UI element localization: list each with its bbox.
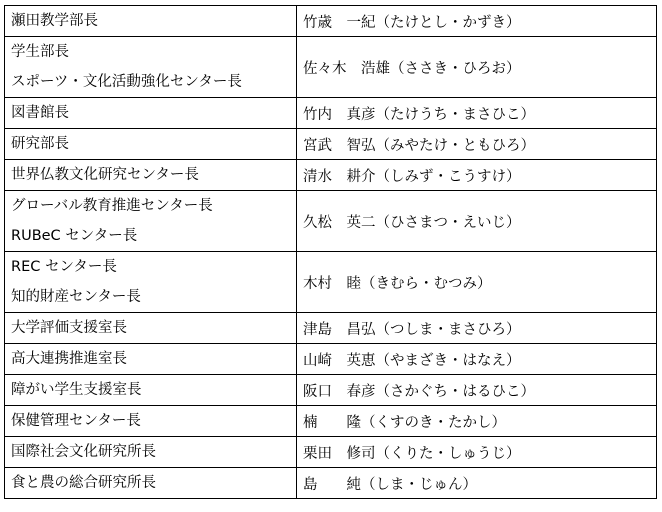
role-cell [5,129,297,160]
role-title: 瀬田教学部長 [11,13,98,29]
name-cell [297,406,657,437]
role-cell [5,160,297,191]
name-cell [297,98,657,129]
appointments-table [4,5,657,499]
role-title: 知的財産センター長 [11,289,141,305]
table-row [5,129,657,160]
name-cell [297,344,657,375]
role-cell [5,98,297,129]
table-row [5,98,657,129]
role-title: 食と農の総合研究所長 [11,475,156,491]
name-cell [297,6,657,37]
person-name: 竹内 真彦（たけうち・まさひこ） [303,106,535,123]
role-title: 高大連携推進室長 [11,351,127,367]
person-name: 木村 睦（きむら・むつみ） [303,275,492,292]
table-row [5,160,657,191]
person-name: 佐々木 浩雄（ささき・ひろお） [303,60,521,77]
role-title: 大学評価支援室長 [11,320,127,336]
role-title: 学生部長 [11,44,69,60]
role-title: 研究部長 [11,136,69,152]
table-row [5,252,657,313]
table-row [5,313,657,344]
role-cell [5,344,297,375]
role-title: スポーツ・文化活動強化センター長 [11,74,242,90]
role-cell [5,468,297,499]
name-cell [297,191,657,252]
role-title: REC センター長 [11,259,117,275]
name-cell [297,468,657,499]
name-cell [297,129,657,160]
appointments-table-body [5,6,657,499]
role-title: 世界仏教文化研究センター長 [11,167,199,183]
person-name: 楠 隆（くすのき・たかし） [303,414,506,431]
table-row [5,406,657,437]
table-row [5,191,657,252]
role-title: 図書館長 [11,105,69,121]
person-name: 阪口 春彦（さかぐち・はるひこ） [303,383,535,400]
person-name: 栗田 修司（くりた・しゅうじ） [303,445,521,462]
table-row [5,344,657,375]
person-name: 清水 耕介（しみず・こうすけ） [303,168,521,185]
person-name: 竹歳 一紀（たけとし・かずき） [303,14,521,31]
role-cell [5,6,297,37]
role-cell [5,191,297,252]
role-cell [5,37,297,98]
person-name: 津島 昌弘（つしま・まさひろ） [303,321,521,338]
role-title: 障がい学生支援室長 [11,382,142,398]
table-row [5,468,657,499]
name-cell [297,375,657,406]
role-title: グローバル教育推進センター長 [11,198,213,214]
role-cell [5,313,297,344]
name-cell [297,252,657,313]
table-row [5,37,657,98]
person-name: 宮武 智弘（みやたけ・ともひろ） [303,137,535,154]
person-name: 島 純（しま・じゅん） [303,476,477,493]
role-title: 保健管理センター長 [11,413,141,429]
name-cell [297,437,657,468]
name-cell [297,160,657,191]
role-title: 国際社会文化研究所長 [11,444,156,460]
person-name: 山崎 英恵（やまざき・はなえ） [303,352,521,369]
role-cell [5,375,297,406]
name-cell [297,37,657,98]
name-cell [297,313,657,344]
person-name: 久松 英二（ひさまつ・えいじ） [303,214,521,231]
role-cell [5,406,297,437]
role-cell [5,437,297,468]
role-title: RUBeC センター長 [11,228,138,244]
table-row [5,6,657,37]
table-row [5,375,657,406]
role-cell [5,252,297,313]
table-row [5,437,657,468]
